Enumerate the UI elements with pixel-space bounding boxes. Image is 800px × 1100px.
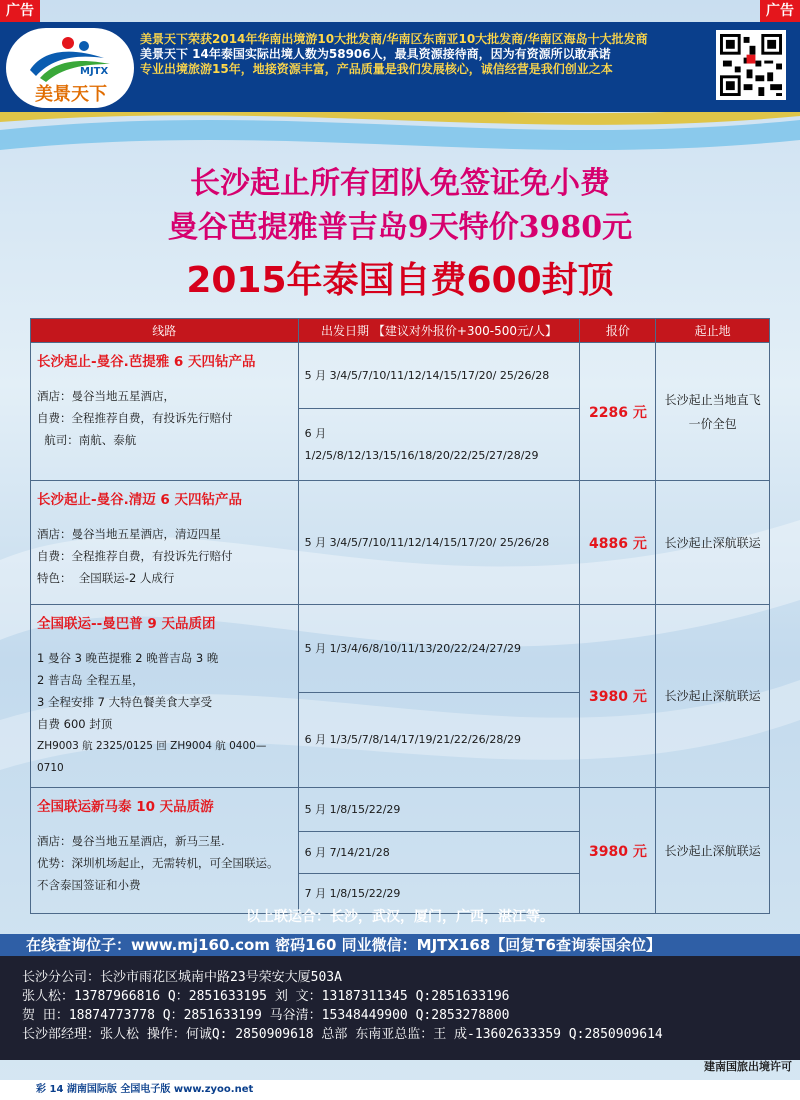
header-line-3: 专业出境旅游15年，地接资源丰富，产品质量是我们发展核心，诚信经营是我们创业之本 <box>140 62 613 76</box>
route-detail: 不含泰国签证和小费 <box>37 878 141 892</box>
qr-code <box>716 30 786 100</box>
table-row <box>31 788 770 832</box>
route-detail: 酒店：曼谷当地五星酒店， <box>37 389 175 403</box>
price-cell: 3980 元 <box>580 788 656 914</box>
route-detail: 酒店：曼谷当地五星酒店，新马三星. <box>37 834 225 848</box>
title-line-1: 长沙起止所有团队免签证免小费 <box>190 166 610 201</box>
contact-line: 张人松：13787966816 Q：2851633195 刘 文：13187311345 Q:2851633196 <box>22 989 510 1004</box>
route-cell <box>31 481 299 605</box>
route-detail: 自费：全程推荐自费，有投诉先行赔付 <box>37 411 233 425</box>
route-detail: 酒店：曼谷当地五星酒店，清迈四星 <box>37 527 221 541</box>
route-detail: 2 普吉岛 全程五星， <box>37 673 144 687</box>
date-cell: 6 月 7/14/21/28 <box>298 832 580 874</box>
column-header: 线路 <box>31 319 299 343</box>
route-detail: 自费 600 封顶 <box>37 717 113 731</box>
route-detail: ZH9003 航 2325/0125 回 ZH9004 航 0400—0710 <box>37 740 267 774</box>
online-query-bar: 在线查询位子：www.mj160.com 密码160 同业微信：MJTX168【回复T6查询泰国余位】 <box>0 934 800 956</box>
logo <box>6 28 134 108</box>
date-cell: 5 月 3/4/5/7/10/11/12/14/15/17/20/ 25/26/28 <box>298 481 580 605</box>
column-header: 起止地 <box>656 319 770 343</box>
route-detail: 特色： 全国联运-2 人成行 <box>37 571 175 585</box>
column-header: 出发日期 【建议对外报价+300-500元/人】 <box>298 319 580 343</box>
place-cell: 长沙起止深航联运 <box>656 481 770 605</box>
route-cell <box>31 788 299 914</box>
price-cell: 3980 元 <box>580 605 656 788</box>
date-cell: 7 月 1/8/15/22/29 <box>298 874 580 914</box>
route-title: 全国联运新马泰 10 天品质游 <box>37 799 214 815</box>
contact-line: 长沙部经理：张人松 操作：何诚Q: 2850909618 总部 东南亚总监：王 成-13602633359 Q:2850909614 <box>22 1027 663 1042</box>
place-cell: 长沙起止当地直飞 一价全包 <box>656 343 770 481</box>
place-cell: 长沙起止深航联运 <box>656 788 770 914</box>
header-banner <box>0 22 800 112</box>
tour-table <box>30 318 770 914</box>
route-cell <box>31 605 299 788</box>
contact-line: 贺 田：18874773778 Q：2851633199 马谷清：15348449900 Q:2853278800 <box>22 1008 510 1023</box>
column-header: 报价 <box>580 319 656 343</box>
logo-abbr: MJTX <box>80 66 109 77</box>
contact-block <box>0 956 800 1060</box>
qr-code-icon <box>720 34 782 96</box>
table-header-row <box>31 319 770 343</box>
title-line-3: 2015年泰国自费600封顶 <box>186 260 614 301</box>
date-cell: 6 月 1/3/5/7/8/14/17/19/21/22/26/28/29 <box>298 693 580 788</box>
route-title: 长沙起止-曼谷.清迈 6 天四钻产品 <box>37 492 243 508</box>
route-title: 长沙起止-曼谷.芭提雅 6 天四钻产品 <box>37 354 256 370</box>
place-cell: 长沙起止深航联运 <box>656 605 770 788</box>
route-detail: 优势：深圳机场起止，无需转机，可全国联运。 <box>37 856 279 870</box>
route-detail: 1 曼谷 3 晚芭提雅 2 晚普吉岛 3 晚 <box>37 651 219 665</box>
price-cell: 2286 元 <box>580 343 656 481</box>
price-cell: 4886 元 <box>580 481 656 605</box>
route-detail: 3 全程安排 7 大特色餐美食大享受 <box>37 695 213 709</box>
table-row <box>31 343 770 409</box>
date-cell: 5 月 3/4/5/7/10/11/12/14/15/17/20/ 25/26/28 <box>298 343 580 409</box>
header-line-1: 美景天下荣获2014年华南出境游10大批发商/华南区东南亚10大批发商/华南区海岛十大批发商 <box>140 32 648 46</box>
table-row <box>31 481 770 605</box>
date-cell: 5 月 1/3/4/6/8/10/11/13/20/22/24/27/29 <box>298 605 580 693</box>
page-footer: 彩 14 湖南国际版 全国电子版 www.zyoo.net <box>0 1080 800 1100</box>
route-detail: 航司：南航、泰航 <box>37 433 137 447</box>
table-row <box>31 605 770 693</box>
route-cell <box>31 343 299 481</box>
logo-text: 美景天下 <box>35 84 107 105</box>
title-line-2: 曼谷芭提雅普吉岛9天特价3980元 <box>167 210 633 245</box>
departure-note: 以上联运合：长沙，武汉，厦门，广西，湛江等。 <box>246 909 554 925</box>
license-text: 建南国旅出境许可 <box>704 1060 792 1073</box>
contact-line: 长沙分公司：长沙市雨花区城南中路23号荣安大厦503A <box>22 970 342 985</box>
date-cell: 6 月 1/2/5/8/12/13/15/16/18/20/22/25/27/28/29 <box>298 409 580 481</box>
ad-label-right: 广告 <box>760 0 800 22</box>
route-detail: 自费：全程推荐自费，有投诉先行赔付 <box>37 549 233 563</box>
date-cell: 5 月 1/8/15/22/29 <box>298 788 580 832</box>
route-title: 全国联运--曼巴普 9 天品质团 <box>37 616 216 632</box>
header-line-2: 美景天下 14年泰国实际出境人数为58906人，最具资源接待商，因为有资源所以敢承诺 <box>140 47 611 61</box>
ad-label-left: 广告 <box>0 0 40 22</box>
